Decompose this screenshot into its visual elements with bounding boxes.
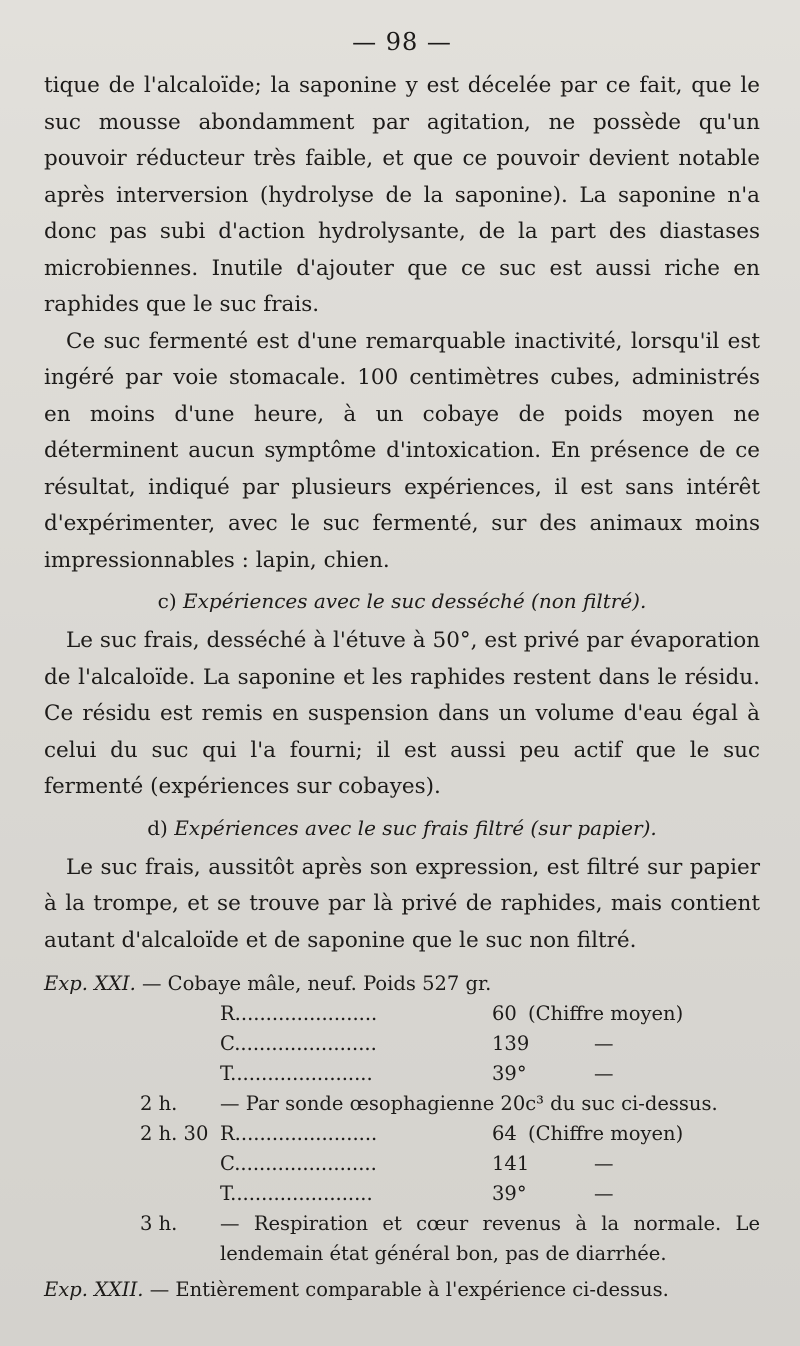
experiment-xxi-title: Exp. XXI. <box>44 972 136 995</box>
measurement-r <box>44 999 760 1029</box>
step-3h <box>44 1209 760 1269</box>
step-3h-time: 3 h. <box>140 1212 178 1235</box>
measurement-c2-ditto: — <box>594 1152 614 1175</box>
measurement-r2 <box>44 1119 760 1149</box>
measurement-t2 <box>44 1179 760 1209</box>
paragraph-3: Le suc frais, desséché à l'étuve à 50°, est privé par évaporation de l'alcaloïde. La saponine et les raphides restent dans le résidu. Ce résidu est remis en suspension dans un volume d'eau égal à celui du suc qui l'a fourni; il est aussi peu actif que le suc fermenté (expériences sur cobayes). <box>44 628 760 799</box>
measurement-c2-value: 141 <box>492 1152 530 1175</box>
measurement-r2-note: (Chiffre moyen) <box>528 1122 684 1145</box>
measurement-c-label: C....................... <box>220 1032 377 1055</box>
measurement-c-ditto: — <box>594 1032 614 1055</box>
measurement-t-ditto: — <box>594 1062 614 1085</box>
paragraph-4: Le suc frais, aussitôt après son expression, est filtré sur papier à la trompe, et se trouve par là privé de raphides, mais contient autant d'alcaloïde et de saponine que le suc non filtré. <box>44 854 760 953</box>
step-2h30-time: 2 h. 30 <box>140 1122 209 1145</box>
measurement-r-label: R....................... <box>220 1002 378 1025</box>
measurement-c-value: 139 <box>492 1032 530 1055</box>
experiment-xxi <box>44 969 760 1269</box>
measurement-c <box>44 1029 760 1059</box>
step-2h-time: 2 h. <box>140 1092 178 1115</box>
section-title-d: Expériences avec le suc frais filtré (sur papier). <box>174 815 657 840</box>
experiment-xxii-description: — Entièrement comparable à l'expérience ci-dessus. <box>149 1278 669 1301</box>
measurement-r-note: (Chiffre moyen) <box>528 1002 684 1025</box>
experiment-xxi-description: — Cobaye mâle, neuf. Poids 527 gr. <box>141 972 492 995</box>
paragraph-2: Ce suc fermenté est d'une remarquable inactivité, lorsqu'il est ingéré par voie stomacale. 100 centimètres cubes, administrés en moins d'une heure, à un cobaye de poids moyen ne déterminent aucun symptôme d'intoxication. En présence de ce résultat, indiqué par plusieurs expériences, il est sans intérêt d'expérimenter, avec le suc fermenté, sur des animaux moins impressionnables : lapin, chien. <box>44 328 760 573</box>
experiment-xxii-title: Exp. XXII. <box>44 1278 144 1301</box>
section-label-c: c) <box>157 589 177 613</box>
step-2h-text: — Par sonde œsophagienne 20c³ du suc ci-dessus. <box>220 1092 718 1115</box>
page-number: — 98 — <box>352 28 452 56</box>
step-2h <box>44 1089 760 1119</box>
section-title-c: Expériences avec le suc desséché (non filtré). <box>183 589 647 613</box>
measurement-r-value: 60 <box>492 1002 517 1025</box>
measurement-c2-label: C....................... <box>220 1152 377 1175</box>
section-label-d: d) <box>147 815 168 840</box>
measurement-t-value: 39° <box>492 1062 527 1085</box>
experiment-xxii <box>44 1275 760 1305</box>
section-heading-d <box>44 810 760 846</box>
experiment-xxii-header <box>44 1275 760 1305</box>
measurement-r2-value: 64 <box>492 1122 517 1145</box>
measurement-t2-label: T....................... <box>220 1182 373 1205</box>
experiment-xxi-header <box>44 969 760 999</box>
measurement-c2 <box>44 1149 760 1179</box>
measurement-t2-ditto: — <box>594 1182 614 1205</box>
measurement-r2-label: R....................... <box>220 1122 378 1145</box>
step-3h-text: — Respiration et cœur revenus à la normale. Le lendemain état général bon, pas de diarrhée. <box>220 1212 760 1265</box>
section-heading-c <box>44 583 760 619</box>
measurement-t <box>44 1059 760 1089</box>
paragraph-1: tique de l'alcaloïde; la saponine y est décelée par ce fait, que le suc mousse abondamment par agitation, ne possède qu'un pouvoir réducteur très faible, et que ce pouvoir devient notable après interversion (hydrolyse de la saponine). La saponine n'a donc pas subi d'action hydrolysante, de la part des diastases microbiennes. Inutile d'ajouter que ce suc est aussi riche en raphides que le suc frais. <box>44 73 760 317</box>
measurement-t2-value: 39° <box>492 1182 527 1205</box>
measurement-t-label: T....................... <box>220 1062 373 1085</box>
